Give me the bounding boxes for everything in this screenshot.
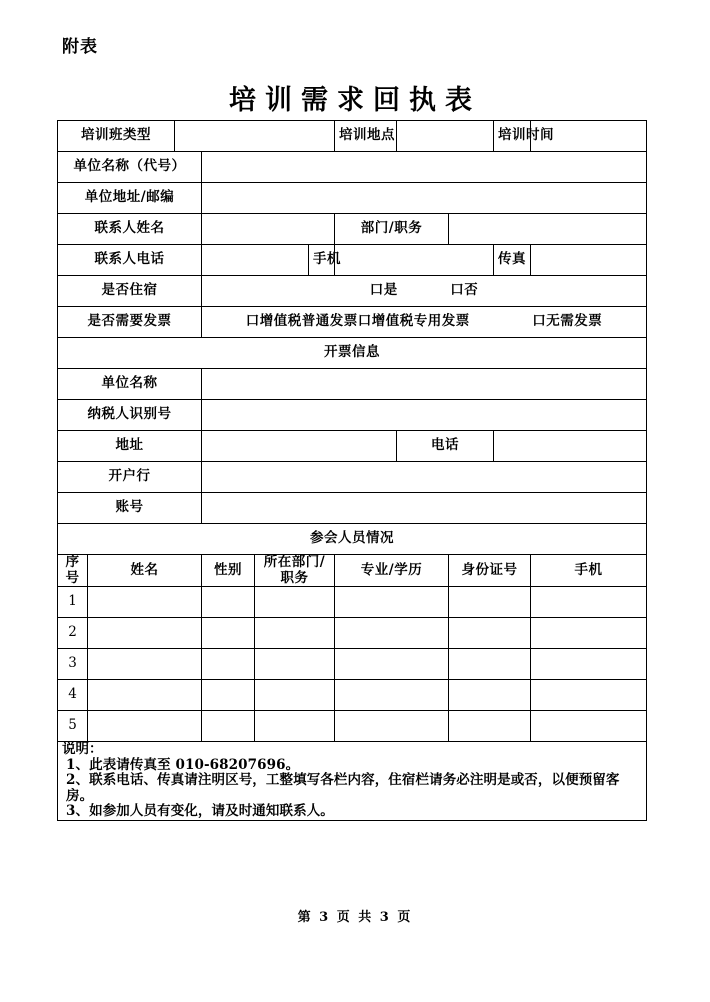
contact-name-value[interactable] — [202, 214, 335, 245]
accommodation-options — [202, 276, 647, 307]
training-place-value[interactable] — [397, 121, 494, 152]
participant-dept[interactable] — [255, 680, 335, 711]
training-type-value[interactable] — [175, 121, 335, 152]
participants-header-row — [58, 555, 647, 587]
invoice-org-name-label: 单位名称 — [58, 369, 202, 400]
row-invoice-section — [58, 338, 647, 369]
participant-mobile[interactable] — [531, 618, 647, 649]
participant-name[interactable] — [88, 587, 202, 618]
participant-gender[interactable] — [202, 587, 255, 618]
participants-col-dept: 所在部门/职务 — [255, 555, 335, 587]
notes-cell — [58, 742, 647, 821]
participant-gender[interactable] — [202, 618, 255, 649]
participant-gender[interactable] — [202, 680, 255, 711]
contact-phone-label: 联系人电话 — [58, 245, 202, 276]
contact-phone-value[interactable] — [202, 245, 309, 276]
participant-mobile[interactable] — [531, 649, 647, 680]
invoice-address-label: 地址 — [58, 431, 202, 462]
participants-col-id: 身份证号 — [449, 555, 531, 587]
contact-dept-label: 部门/职务 — [335, 214, 449, 245]
invoice-phone-value[interactable] — [494, 431, 647, 462]
participant-name[interactable] — [88, 680, 202, 711]
training-place-label: 培训地点 — [335, 121, 397, 152]
participant-major[interactable] — [335, 587, 449, 618]
table-row — [58, 711, 647, 742]
contact-dept-value[interactable] — [449, 214, 647, 245]
row-participants-section — [58, 524, 647, 555]
participant-dept[interactable] — [255, 618, 335, 649]
row-org-name — [58, 152, 647, 183]
org-name-value[interactable] — [202, 152, 647, 183]
taxpayer-id-label: 纳税人识别号 — [58, 400, 202, 431]
invoice-address-value[interactable] — [202, 431, 397, 462]
row-training-class — [58, 121, 647, 152]
taxpayer-id-value[interactable] — [202, 400, 647, 431]
participant-id[interactable] — [449, 680, 531, 711]
account-label: 账号 — [58, 493, 202, 524]
notes-title: 说明： — [62, 741, 103, 758]
participant-no: 4 — [58, 680, 88, 711]
participant-major[interactable] — [335, 618, 449, 649]
notes-row — [58, 742, 647, 821]
contact-fax-value[interactable] — [531, 245, 647, 276]
invoice-phone-label: 电话 — [397, 431, 494, 462]
participant-mobile[interactable] — [531, 711, 647, 742]
row-invoice-needed — [58, 307, 647, 338]
note-item-2: 2、联系电话、传真请注明区号，工整填写各栏内容，住宿栏请务必注明是或否，以便预留客房。 — [66, 772, 620, 804]
row-contact-phone — [58, 245, 647, 276]
participant-name[interactable] — [88, 618, 202, 649]
row-account — [58, 493, 647, 524]
participant-no: 3 — [58, 649, 88, 680]
invoice-options — [202, 307, 647, 338]
row-org-address — [58, 183, 647, 214]
page-footer: 第 3 页 共 3 页 — [297, 910, 413, 925]
participants-col-major: 专业/学历 — [335, 555, 449, 587]
participant-major[interactable] — [335, 711, 449, 742]
bank-label: 开户行 — [58, 462, 202, 493]
participant-major[interactable] — [335, 649, 449, 680]
invoice-info-section-title: 开票信息 — [58, 338, 647, 369]
participant-id[interactable] — [449, 618, 531, 649]
participant-dept[interactable] — [255, 649, 335, 680]
row-contact-name — [58, 214, 647, 245]
participant-id[interactable] — [449, 587, 531, 618]
participants-col-gender: 性别 — [202, 555, 255, 587]
row-taxpayer-id — [58, 400, 647, 431]
participant-dept[interactable] — [255, 711, 335, 742]
invoice-vat-general-checkbox[interactable]: 口增值税普通发票 — [245, 313, 358, 330]
attachment-label: 附表 — [62, 37, 98, 57]
participant-dept[interactable] — [255, 587, 335, 618]
bank-value[interactable] — [202, 462, 647, 493]
table-row — [58, 649, 647, 680]
contact-name-label: 联系人姓名 — [58, 214, 202, 245]
contact-mobile-value[interactable] — [335, 245, 494, 276]
note-item-3: 3、如参加人员有变化，请及时通知联系人。 — [66, 803, 334, 820]
table-row — [58, 618, 647, 649]
accommodation-label: 是否住宿 — [58, 276, 202, 307]
participant-mobile[interactable] — [531, 587, 647, 618]
org-address-value[interactable] — [202, 183, 647, 214]
participant-name[interactable] — [88, 649, 202, 680]
org-address-label: 单位地址/邮编 — [58, 183, 202, 214]
contact-mobile-label: 手机 — [309, 245, 335, 276]
participant-gender[interactable] — [202, 711, 255, 742]
contact-fax-label: 传真 — [494, 245, 531, 276]
account-value[interactable] — [202, 493, 647, 524]
invoice-vat-special-checkbox[interactable]: 口增值税专用发票 — [357, 313, 470, 330]
org-name-label: 单位名称（代号） — [58, 152, 202, 183]
participant-no: 5 — [58, 711, 88, 742]
participant-id[interactable] — [449, 649, 531, 680]
accommodation-no-checkbox[interactable]: 口否 — [450, 282, 479, 299]
participant-id[interactable] — [449, 711, 531, 742]
participant-major[interactable] — [335, 680, 449, 711]
participants-col-no: 序号 — [58, 555, 88, 587]
table-row — [58, 587, 647, 618]
participants-col-name: 姓名 — [88, 555, 202, 587]
participants-section-title: 参会人员情况 — [58, 524, 647, 555]
participant-gender[interactable] — [202, 649, 255, 680]
row-invoice-address — [58, 431, 647, 462]
row-accommodation — [58, 276, 647, 307]
row-bank — [58, 462, 647, 493]
row-invoice-org-name — [58, 369, 647, 400]
invoice-none-checkbox[interactable]: 口无需发票 — [532, 313, 603, 330]
receipt-form — [57, 120, 646, 821]
note-item-1: 1、此表请传真至 010-68207696。 — [66, 756, 300, 773]
accommodation-yes-checkbox[interactable]: 口是 — [369, 282, 398, 299]
participant-name[interactable] — [88, 711, 202, 742]
participants-col-mobile: 手机 — [531, 555, 647, 587]
participant-no: 1 — [58, 587, 88, 618]
page-title: 培训需求回执表 — [229, 85, 481, 116]
participant-no: 2 — [58, 618, 88, 649]
training-time-label: 培训时间 — [494, 121, 531, 152]
form-table — [57, 120, 647, 821]
training-type-label: 培训班类型 — [58, 121, 175, 152]
invoice-needed-label: 是否需要发票 — [58, 307, 202, 338]
table-row — [58, 680, 647, 711]
participant-mobile[interactable] — [531, 680, 647, 711]
invoice-org-name-value[interactable] — [202, 369, 647, 400]
